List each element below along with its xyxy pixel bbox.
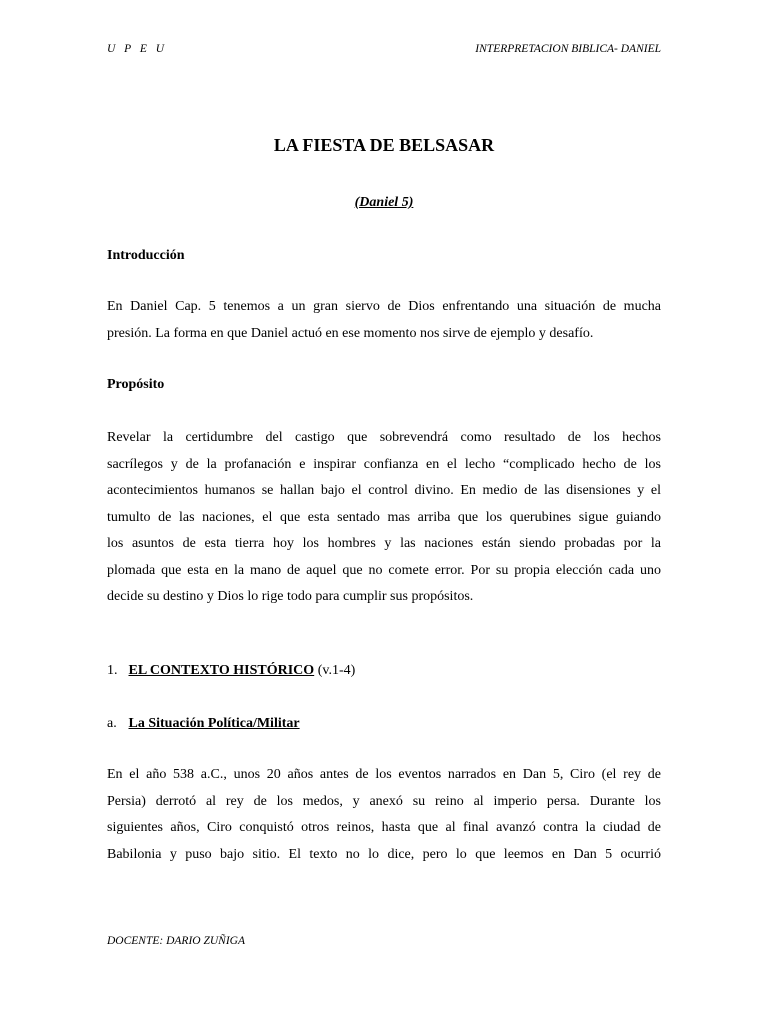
subsection-situacion-politica [107,716,300,732]
paragraph-line: acontecimientos humanos se hallan bajo el control divino. En medio de las disensiones y el [107,483,661,498]
paragraph-line: plomada que esta en la mano de aquel que no comete error. Por su propia elección cada uno [107,562,661,578]
paragraph-situacion [107,762,661,868]
paragraph-line: Babilonia y puso bajo sitio. El texto no lo dice, pero lo que leemos en Dan 5 ocurrió [107,846,661,862]
footer-docente: DOCENTE: DARIO ZUÑIGA [107,935,245,947]
paragraph-line: presión. La forma en que Daniel actuó en ese momento nos sirve de ejemplo y desafío. [107,325,594,341]
heading-introduccion: Introducción [107,248,185,263]
subsection-heading: La Situación Política/Militar [128,716,300,731]
paragraph-line: los asuntos de esta tierra hoy los hombres y las naciones están siendo probadas por la [107,536,661,551]
page-title: LA FIESTA DE BELSASAR [273,135,495,155]
section-ref: (v.1-4) [314,663,356,678]
paragraph-line: En Daniel Cap. 5 tenemos a un gran siervo de Dios enfrentando una situación de mucha [107,299,661,314]
page-subtitle: (Daniel 5) [354,195,414,210]
section-heading: EL CONTEXTO HISTÓRICO [128,663,315,678]
subsection-letter: a. [107,716,117,731]
heading-proposito: Propósito [107,377,165,392]
section-number: 1. [107,663,118,678]
paragraph-line: tumulto de las naciones, el que esta sentado mas arriba que los querubines sigue guiando [107,509,661,525]
paragraph-line: Persia) derrotó al rey de los medos, y anexó su reino al imperio persa. Durante los [107,793,661,809]
paragraph-line: siguientes años, Ciro conquistó otros reinos, hasta que al final avanzó contra la ciudad de [107,820,661,835]
paragraph-line: En el año 538 a.C., unos 20 años antes de los eventos narrados en Dan 5, Ciro (el rey de [107,767,661,782]
section-contexto-historico [107,663,355,679]
paragraph-line: decide su destino y Dios lo rige todo para cumplir sus propósitos. [107,589,474,604]
paragraph-line: sacrílegos y de la profanación e inspirar confianza en el lecho “complicado hecho de los [107,456,661,472]
paragraph-introduccion [107,294,661,347]
paragraph-proposito [107,425,661,611]
header-left: U P E U [107,43,168,55]
header-right: INTERPRETACION BIBLICA- DANIEL [475,43,661,55]
paragraph-line: Revelar la certidumbre del castigo que sobrevendrá como resultado de los hechos [107,430,661,445]
